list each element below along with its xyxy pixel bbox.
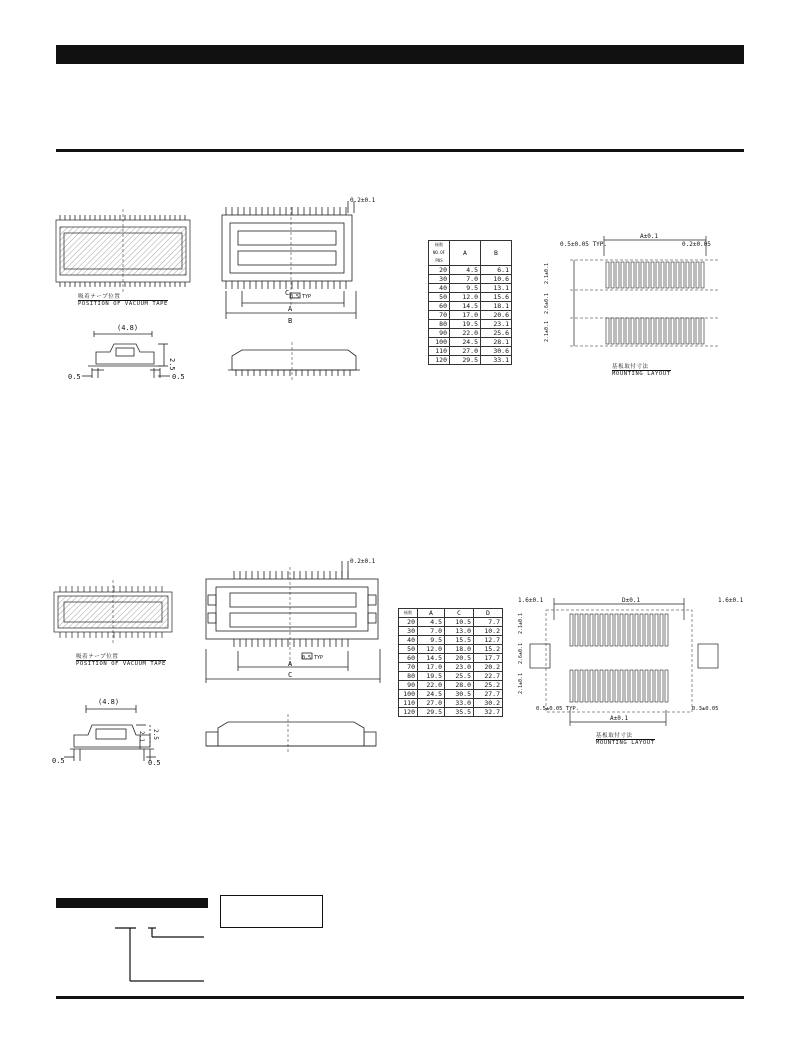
- table-header: 極数: [399, 609, 418, 618]
- dim-side-left: 0.5: [68, 373, 81, 381]
- table-cell: 32.7: [474, 708, 503, 717]
- dim-side-top: (4.8): [98, 698, 120, 706]
- table-cell: 6.1: [481, 266, 512, 275]
- mounting-pad: [610, 614, 613, 646]
- table-cell: 70: [399, 663, 418, 672]
- mounting-pad: [671, 318, 674, 344]
- vacuum-caption-en: POSITION OF VACUUM TAPE: [76, 661, 166, 667]
- table-cell: 30.6: [481, 347, 512, 356]
- table-cell: 80: [399, 672, 418, 681]
- table-cell: 30: [399, 627, 418, 636]
- mounting-pad: [656, 262, 659, 288]
- mounting-pad: [671, 262, 674, 288]
- mounting-pad: [610, 670, 613, 702]
- layout-dim-v2: 2.6±0.1: [518, 642, 524, 664]
- table-cell: 14.5: [418, 654, 445, 663]
- table-cell: 110: [399, 699, 418, 708]
- table-cell: 12.0: [450, 293, 481, 302]
- mounting-pad: [606, 318, 609, 344]
- mounting-pad: [630, 614, 633, 646]
- table-row: [429, 356, 512, 365]
- mounting-pad: [626, 262, 629, 288]
- table-cell: 40: [399, 636, 418, 645]
- dim-side-right: 0.5: [172, 373, 185, 381]
- mounting-pad: [585, 670, 588, 702]
- mounting-pad: [611, 318, 614, 344]
- mounting-pad: [600, 614, 603, 646]
- vacuum-caption-1: [78, 292, 168, 307]
- table-cell: 10.6: [481, 275, 512, 284]
- dim-side-top: (4.8): [117, 324, 139, 332]
- vacuum-caption-en: POSITION OF VACUUM TAPE: [78, 301, 168, 307]
- mounting-pad: [656, 318, 659, 344]
- table-cell: 25.2: [474, 681, 503, 690]
- mounting-pad: [620, 670, 623, 702]
- table-row: [399, 654, 503, 663]
- table-row: [429, 293, 512, 302]
- mounting-pad: [645, 670, 648, 702]
- mounting-pad: [590, 670, 593, 702]
- header-bar: [56, 45, 744, 64]
- mounting-pad: [701, 318, 704, 344]
- table-cell: 60: [399, 654, 418, 663]
- table-cell: 20: [399, 618, 418, 627]
- layout-dim-a: A±0.1: [640, 233, 659, 240]
- mounting-pad: [696, 262, 699, 288]
- mounting-layout-1: [544, 230, 740, 380]
- dim-side-h2: 2.5: [152, 729, 159, 740]
- table-cell: 17.7: [474, 654, 503, 663]
- dim-typ: 0.5 TYP: [290, 294, 312, 300]
- vacuum-caption-jp: 吸着テープ位置: [78, 294, 121, 300]
- part-number-box: [220, 895, 323, 928]
- table-row: [429, 347, 512, 356]
- mounting-pad: [630, 670, 633, 702]
- mounting-pad: [575, 670, 578, 702]
- table-row: [399, 708, 503, 717]
- table-cell: 9.5: [450, 284, 481, 293]
- dimension-table-1: [428, 240, 512, 365]
- mounting-pad: [651, 318, 654, 344]
- mounting-pad: [625, 614, 628, 646]
- layout-caption-jp: 基板取付寸法: [612, 364, 649, 370]
- mounting-pad: [570, 670, 573, 702]
- mounting-pad: [605, 670, 608, 702]
- table-cell: 22.0: [418, 681, 445, 690]
- dim-typ: 0.5 TYP: [302, 655, 324, 661]
- layout-dim-v3: 2.1±0.1: [518, 672, 524, 694]
- table-cell: 120: [399, 708, 418, 717]
- mounting-pad: [686, 262, 689, 288]
- table-cell: 18.1: [481, 302, 512, 311]
- table-cell: 7.0: [418, 627, 445, 636]
- table-cell: 19.5: [450, 320, 481, 329]
- connector-bottom-view-2: [204, 712, 384, 757]
- dim-a: A: [288, 305, 293, 313]
- table-cell: 22.0: [450, 329, 481, 338]
- mounting-pad: [655, 614, 658, 646]
- layout-dim-v3: 2.1±0.1: [544, 320, 550, 342]
- mounting-pad: [620, 614, 623, 646]
- table-row: [399, 690, 503, 699]
- table-row: [429, 329, 512, 338]
- mounting-pad: [580, 670, 583, 702]
- table-row: [429, 284, 512, 293]
- mounting-pad: [665, 614, 668, 646]
- mounting-pad: [611, 262, 614, 288]
- layout-caption-jp: 基板取付寸法: [596, 733, 633, 739]
- layout-dim-w: 0.2±0.05: [682, 241, 711, 248]
- mounting-pad: [605, 614, 608, 646]
- table-cell: 100: [399, 690, 418, 699]
- layout-caption-2: [596, 731, 655, 746]
- mounting-pad: [616, 262, 619, 288]
- dim-c: C: [288, 671, 293, 679]
- mounting-pad: [645, 614, 648, 646]
- mounting-pad: [570, 614, 573, 646]
- table-row: [399, 681, 503, 690]
- table-cell: 15.6: [481, 293, 512, 302]
- layout-dim-a: A±0.1: [610, 715, 629, 722]
- mounting-pad: [575, 614, 578, 646]
- table-cell: 27.0: [450, 347, 481, 356]
- table-cell: 30: [429, 275, 450, 284]
- mounting-pad: [636, 262, 639, 288]
- table-cell: 18.0: [445, 645, 474, 654]
- table-cell: 80: [429, 320, 450, 329]
- table-cell: 27.7: [474, 690, 503, 699]
- table-cell: 15.5: [445, 636, 474, 645]
- mounting-layout-2: [510, 590, 750, 750]
- mounting-pad: [701, 262, 704, 288]
- table-cell: 14.5: [450, 302, 481, 311]
- table-row: [429, 338, 512, 347]
- table-cell: 120: [429, 356, 450, 365]
- table-row: [399, 636, 503, 645]
- table-cell: 24.5: [450, 338, 481, 347]
- table-cell: 20.6: [481, 311, 512, 320]
- table-row: [429, 266, 512, 275]
- table-header: A: [450, 241, 481, 266]
- table-cell: 7.0: [450, 275, 481, 284]
- table-cell: 10.5: [445, 618, 474, 627]
- mounting-pad: [636, 318, 639, 344]
- mounting-pad: [686, 318, 689, 344]
- table-cell: 27.0: [418, 699, 445, 708]
- dimension-table-2: [398, 608, 503, 717]
- mounting-pad: [691, 262, 694, 288]
- table-cell: 7.7: [474, 618, 503, 627]
- table-row: [429, 302, 512, 311]
- table-cell: 23.1: [481, 320, 512, 329]
- mounting-pad: [621, 318, 624, 344]
- connector-top-view-2: [50, 578, 180, 648]
- table-cell: 29.5: [418, 708, 445, 717]
- mounting-pad: [666, 318, 669, 344]
- mounting-pad: [681, 262, 684, 288]
- table-header: 極数 NO.OF POS: [429, 241, 450, 266]
- table-cell: 13.0: [445, 627, 474, 636]
- mounting-pad: [580, 614, 583, 646]
- table-cell: 24.5: [418, 690, 445, 699]
- table-cell: 60: [429, 302, 450, 311]
- mounting-pad: [666, 262, 669, 288]
- table-cell: 110: [429, 347, 450, 356]
- mounting-pad: [600, 670, 603, 702]
- table-cell: 90: [399, 681, 418, 690]
- mounting-pad: [646, 262, 649, 288]
- mounting-pad: [660, 670, 663, 702]
- table-cell: 4.5: [418, 618, 445, 627]
- table-cell: 4.5: [450, 266, 481, 275]
- table-cell: 12.0: [418, 645, 445, 654]
- layout-dim-w: 0.3±0.05: [692, 706, 719, 712]
- table-cell: 28.0: [445, 681, 474, 690]
- mounting-pad: [651, 262, 654, 288]
- mounting-pad: [661, 262, 664, 288]
- mounting-pad: [696, 318, 699, 344]
- table-cell: 25.6: [481, 329, 512, 338]
- table-header: D: [474, 609, 503, 618]
- mounting-pad: [676, 318, 679, 344]
- layout-dim-v2: 2.6±0.1: [544, 292, 550, 314]
- mounting-pad: [631, 318, 634, 344]
- layout-dim-pitch: 0.5±0.05 TYP.: [536, 706, 580, 712]
- mounting-pad: [615, 670, 618, 702]
- mounting-pad: [606, 262, 609, 288]
- table-cell: 10.2: [474, 627, 503, 636]
- ordering-title-bar: [56, 898, 208, 908]
- layout-dim-left: 1.6±0.1: [518, 597, 544, 604]
- table-cell: 40: [429, 284, 450, 293]
- table-cell: 13.1: [481, 284, 512, 293]
- table-row: [399, 618, 503, 627]
- mounting-pad: [585, 614, 588, 646]
- table-cell: 15.2: [474, 645, 503, 654]
- mounting-pad: [621, 262, 624, 288]
- vacuum-caption-2: [76, 652, 166, 667]
- dim-pitch: 0.2±0.1: [350, 197, 376, 204]
- layout-dim-right: 1.6±0.1: [718, 597, 744, 604]
- dim-side-h: 2.5: [168, 358, 176, 371]
- mounting-pad: [691, 318, 694, 344]
- layout-caption-1: [612, 362, 671, 377]
- table-cell: 19.5: [418, 672, 445, 681]
- vacuum-caption-jp: 吸着テープ位置: [76, 654, 119, 660]
- connector-bottom-view-1: [226, 340, 366, 385]
- table-cell: 17.0: [418, 663, 445, 672]
- part-number-leaders: [110, 925, 210, 987]
- connector-front-view-2: [202, 555, 392, 685]
- table-row: [399, 627, 503, 636]
- table-row: [429, 275, 512, 284]
- layout-dim-v1: 2.1±0.1: [518, 612, 524, 634]
- mounting-pad: [640, 670, 643, 702]
- dim-side-right: 0.5: [148, 759, 161, 767]
- mounting-pad: [655, 670, 658, 702]
- dim-pitch: 0.2±0.1: [350, 558, 376, 565]
- dim-side-h1: 2.1: [138, 731, 145, 742]
- table-cell: 25.5: [445, 672, 474, 681]
- table-row: [429, 320, 512, 329]
- table-cell: 23.0: [445, 663, 474, 672]
- mounting-pad: [595, 614, 598, 646]
- table-row: [399, 672, 503, 681]
- table-cell: 35.5: [445, 708, 474, 717]
- connector-front-view-1: [218, 195, 378, 330]
- mounting-pad: [661, 318, 664, 344]
- table-header: B: [481, 241, 512, 266]
- table-cell: 50: [429, 293, 450, 302]
- table-cell: 33.0: [445, 699, 474, 708]
- mounting-pad: [650, 670, 653, 702]
- mounting-pad: [590, 614, 593, 646]
- mounting-pad: [631, 262, 634, 288]
- table-cell: 28.1: [481, 338, 512, 347]
- table-header: C: [445, 609, 474, 618]
- layout-dim-d: D±0.1: [622, 597, 641, 604]
- table-cell: 22.7: [474, 672, 503, 681]
- mounting-pad: [625, 670, 628, 702]
- connector-side-view-2: [50, 695, 180, 770]
- mounting-pad: [676, 262, 679, 288]
- layout-caption-en: MOUNTING LAYOUT: [612, 371, 671, 377]
- table-cell: 30.5: [445, 690, 474, 699]
- table-row: [399, 663, 503, 672]
- mounting-pad: [635, 670, 638, 702]
- mounting-pad: [626, 318, 629, 344]
- table-cell: 9.5: [418, 636, 445, 645]
- mounting-pad: [665, 670, 668, 702]
- mounting-pad: [640, 614, 643, 646]
- table-row: [399, 645, 503, 654]
- table-cell: 20.5: [445, 654, 474, 663]
- dim-b: B: [288, 317, 293, 325]
- table-cell: 20: [429, 266, 450, 275]
- mounting-pad: [595, 670, 598, 702]
- mounting-pad: [650, 614, 653, 646]
- table-cell: 17.0: [450, 311, 481, 320]
- table-cell: 12.7: [474, 636, 503, 645]
- dim-side-left: 0.5: [52, 757, 65, 765]
- table-cell: 33.1: [481, 356, 512, 365]
- table-header: A: [418, 609, 445, 618]
- mounting-pad: [641, 318, 644, 344]
- dim-a: A: [288, 660, 293, 668]
- table-cell: 30.2: [474, 699, 503, 708]
- dim-c-label: C: [285, 289, 290, 297]
- mounting-pad: [646, 318, 649, 344]
- section-divider-top: [56, 149, 744, 152]
- table-cell: 50: [399, 645, 418, 654]
- table-cell: 29.5: [450, 356, 481, 365]
- mounting-pad: [660, 614, 663, 646]
- layout-caption-en: MOUNTING LAYOUT: [596, 740, 655, 746]
- mounting-pad: [681, 318, 684, 344]
- table-row: [399, 699, 503, 708]
- table-cell: 100: [429, 338, 450, 347]
- layout-dim-pitch: 0.5±0.05 TYP.: [560, 241, 607, 248]
- mounting-pad: [615, 614, 618, 646]
- table-cell: 90: [429, 329, 450, 338]
- layout-dim-v1: 2.1±0.1: [544, 262, 550, 284]
- mounting-pad: [616, 318, 619, 344]
- table-row: [429, 311, 512, 320]
- connector-side-view-1: [62, 322, 192, 387]
- footer-rule: [56, 996, 744, 999]
- table-cell: 70: [429, 311, 450, 320]
- table-cell: 20.2: [474, 663, 503, 672]
- mounting-pad: [641, 262, 644, 288]
- mounting-pad: [635, 614, 638, 646]
